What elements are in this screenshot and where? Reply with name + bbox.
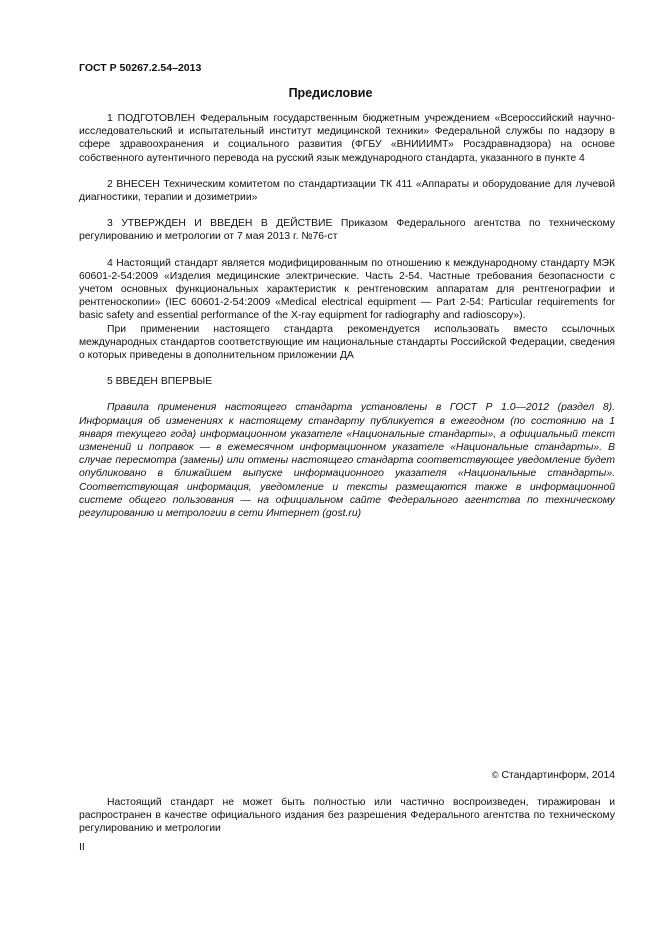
reproduction-notice-text: Настоящий стандарт не может быть полностью или частично воспроизведен, тиражирован и распространен в качестве официального издания без разрешения Федерального агентства по техническому регулированию и метрологии xyxy=(79,797,615,835)
copyright-icon: © xyxy=(491,770,499,780)
paragraph-prepared-by: 1 ПОДГОТОВЛЕН Федеральным государственным бюджетным учреждением «Всероссийский научно-исследовательский и испытательный институт медицинской техники» Федеральной службы по надзору в сфере здравоохранения и социального развития (ФГБУ «ВНИИИМТ» Росздравнадзора) на основе собственного аутентичного перевода на русский язык международного стандарта, указанного в пункте 4 xyxy=(79,113,615,164)
preface-body xyxy=(79,112,615,520)
page-number: II xyxy=(79,842,85,853)
paragraph-first-introduced: 5 ВВЕДЕН ВПЕРВЫЕ xyxy=(107,376,213,388)
paragraph-reference-note: При применении настоящего стандарта рекомендуется использовать вместо ссылочных международных стандартов соответствующие им национальные стандарты Российской Федерации, сведения о которых приведены в дополнительном приложении ДА xyxy=(79,323,615,362)
copyright-line xyxy=(492,770,615,781)
paragraph-introduced-by: 2 ВНЕСЕН Техническим комитетом по стандартизации ТК 411 «Аппараты и оборудование для лучевой диагностики, терапии и дозиметрии» xyxy=(79,178,615,204)
reproduction-notice xyxy=(79,796,615,836)
paragraph-approved: 3 УТВЕРЖДЕН И ВВЕДЕН В ДЕЙСТВИЕ Приказом Федерального агентства по техническому регулированию и метрологии от 7 мая 2013 г. №76-ст xyxy=(79,218,615,243)
standard-code-header: ГОСТ Р 50267.2.54–2013 xyxy=(79,62,202,74)
page-title: Предисловие xyxy=(288,86,373,100)
paragraph-modified-standard: 4 Настоящий стандарт является модифицированным по отношению к международному стандарту МЭК 60601-2-54:2009 «Изделия медицинские электрические. Часть 2-54. Частные требования безопасности с учетом основных функциональных характеристик к рентгеновским аппаратам для рентгенографии и рентгеноскопии» (IEC 60601-2-54:2009 «Medical electrical equipment — Part 2-54: Particular requirements for basic safety and essential performance of the X-ray equipment for radiography and radioscopy»). xyxy=(79,257,615,322)
paragraph-application-rules: Правила применения настоящего стандарта установлены в ГОСТ Р 1.0—2012 (раздел 8). Информация об изменениях к настоящему стандарту публикуется в ежегодном (по состоянию на 1 января текущего года) информационном указателе «Национальные стандарты», а официальный текст изменений и поправок — в ежемесячном информационном указателе «Национальные стандарты». В случае пересмотра (замены) или отмены настоящего стандарта соответствующее уведомление будет опубликовано в ближайшем выпуске информационного указателя «Национальные стандарты». Соответствующая информация, уведомление и тексты размещаются также в информационной системе общего пользования — на официальном сайте Федерального агентства по техническому регулированию и метрологии в сети Интернет (gost.ru) xyxy=(79,402,615,520)
copyright-text: Стандартинформ, 2014 xyxy=(501,770,615,781)
